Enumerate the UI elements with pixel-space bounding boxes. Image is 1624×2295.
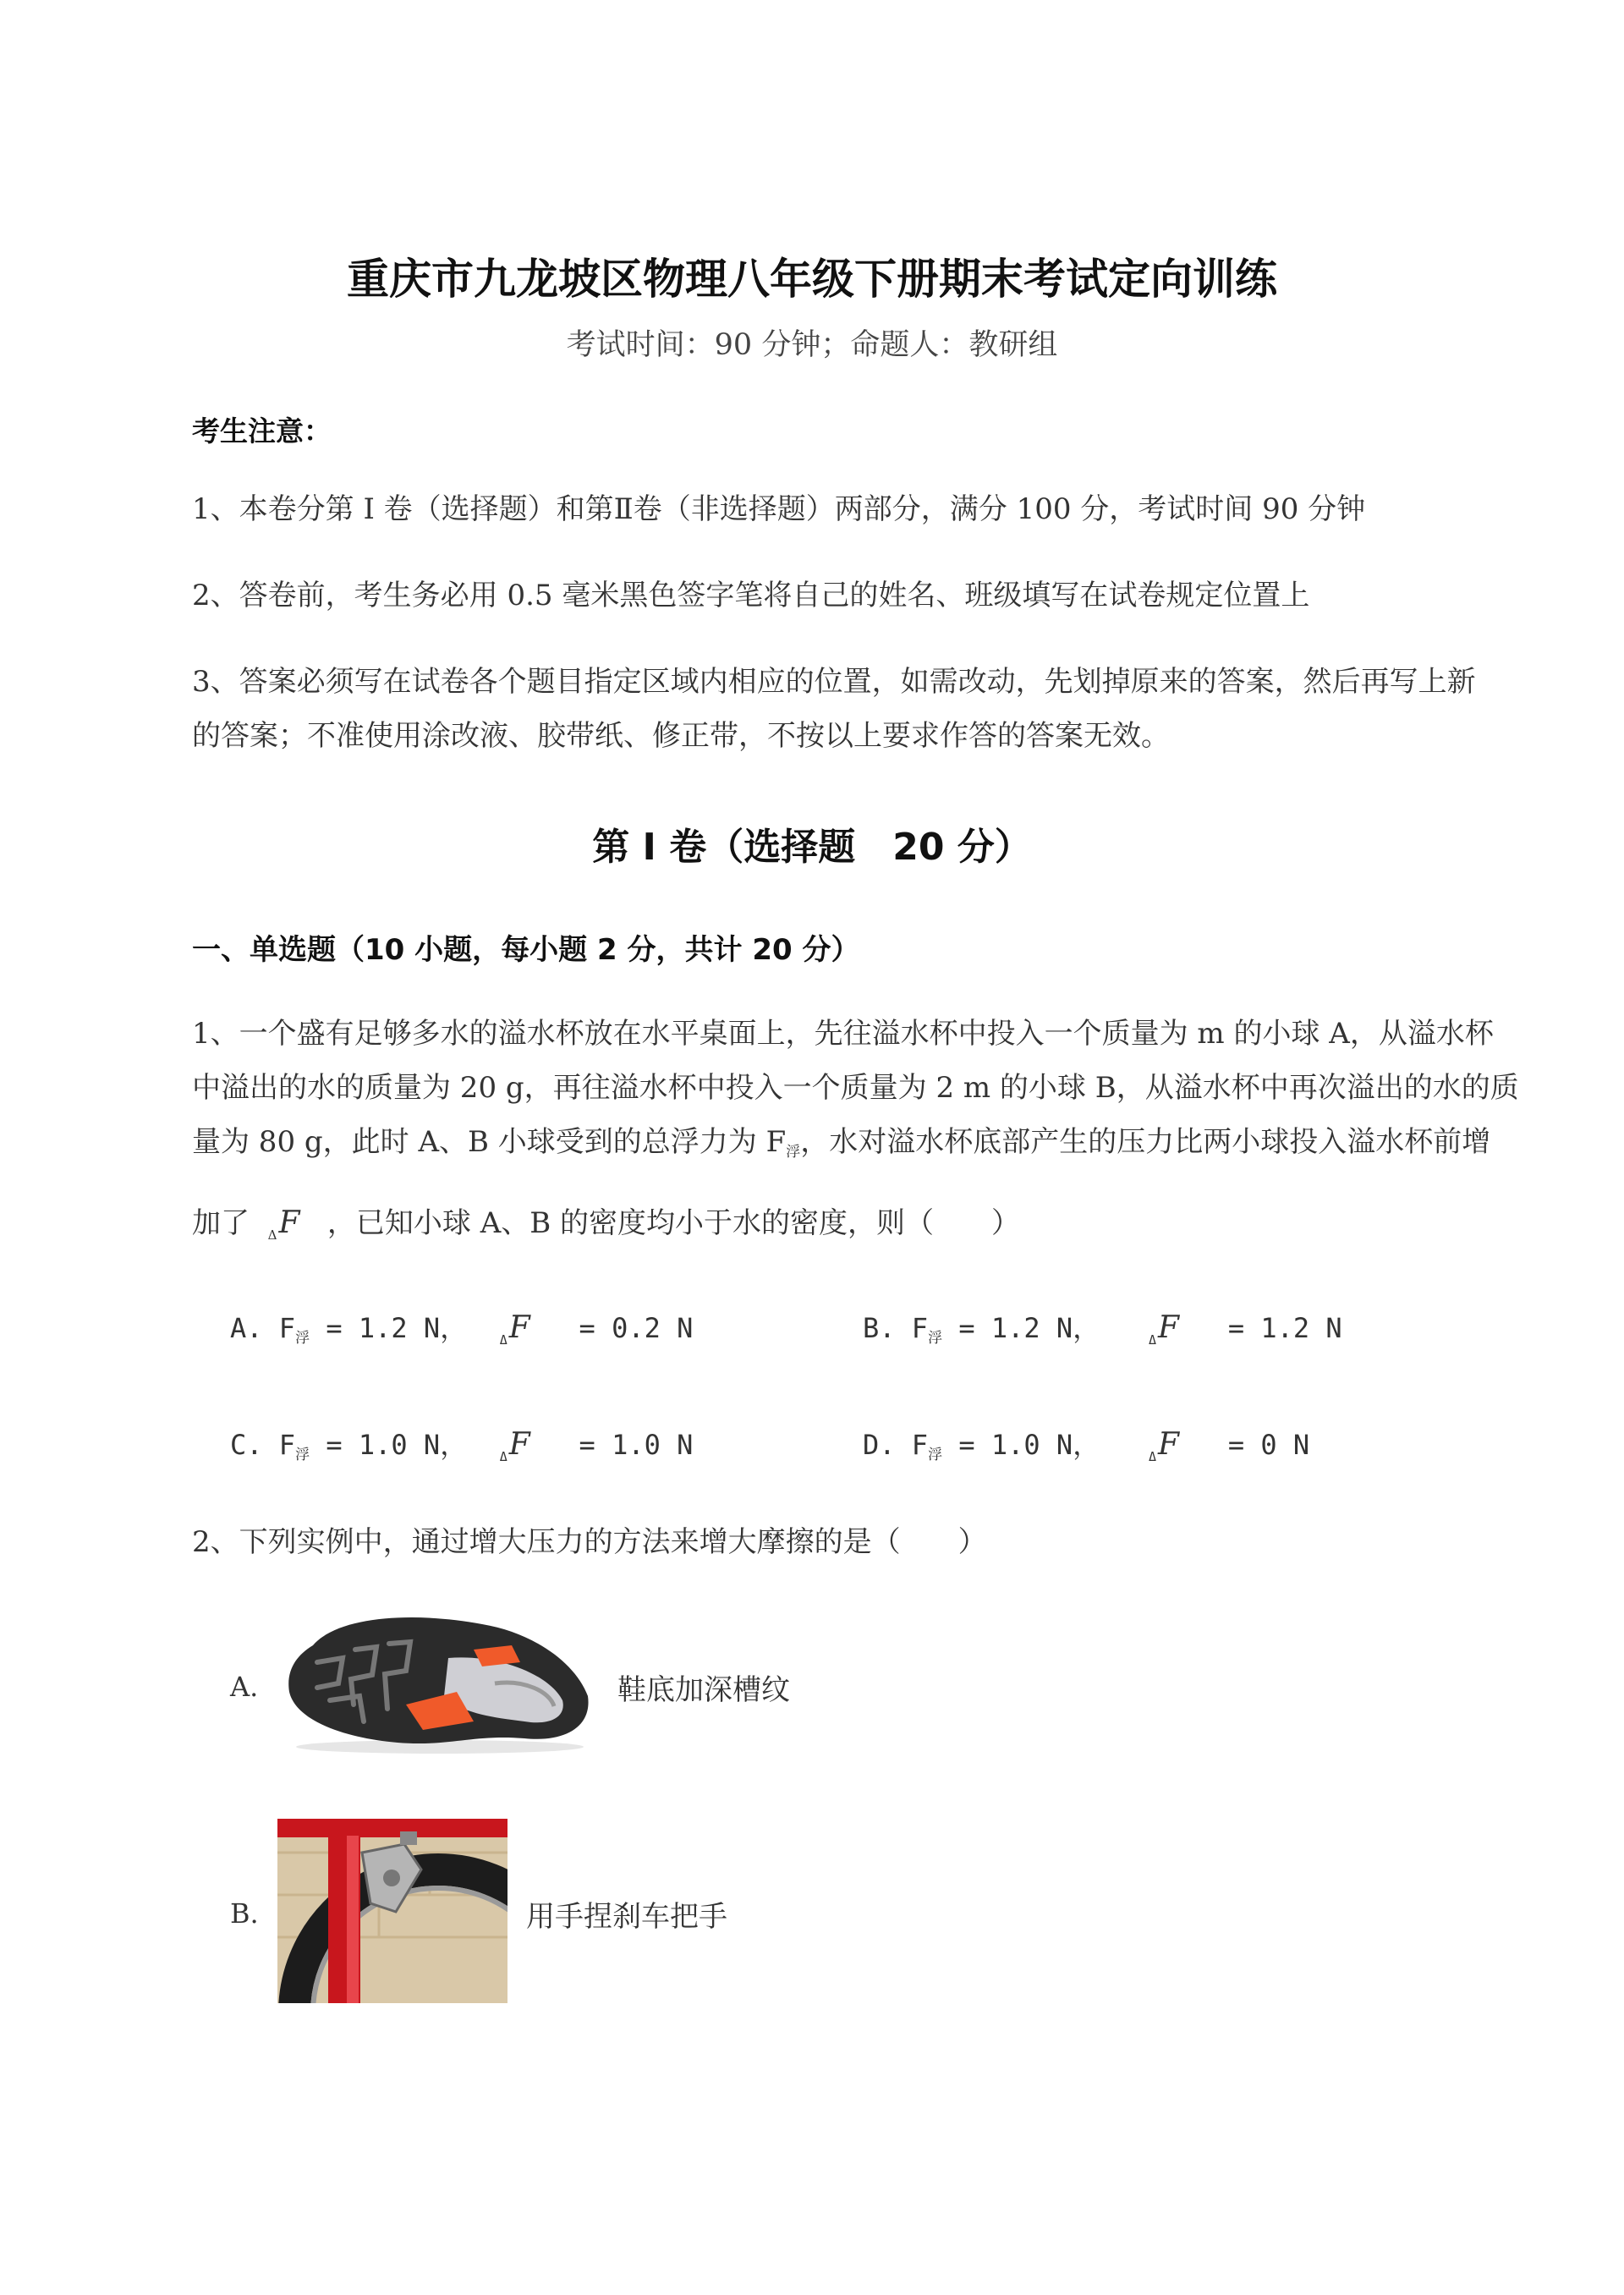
question-1-line-4-text-b: ，已知小球 A、B 的密度均小于水的密度，则（ ）: [326, 1206, 1021, 1240]
option-c[interactable]: C. $F_浮 = 1.0$ N， $_\Delta$F = 1.0 N: [230, 1427, 694, 1464]
section-subheading: 一、单选题（10 小题，每小题 2 分，共计 20 分）: [192, 933, 860, 967]
page-title: 重庆市九龙坡区物理八年级下册期末考试定向训练: [347, 255, 1277, 304]
option-a-text: 鞋底加深槽纹: [617, 1673, 790, 1707]
delta-symbol: Δ: [267, 1227, 277, 1243]
option-label: A.: [230, 1312, 263, 1344]
question-1-line-2: 中溢出的水的质量为 20 g，再往溢水杯中投入一个质量为 2 m 的小球 B，从溢水杯中再次溢出的水的质: [192, 1071, 1519, 1105]
option-label: D.: [863, 1429, 896, 1461]
delta-symbol: Δ: [1149, 1332, 1157, 1348]
force-symbol: F: [508, 1310, 530, 1345]
option-df-value: = 1.2 N: [1227, 1312, 1342, 1344]
question-1-line-3-text-b: ，水对溢水杯底部产生的压力比两小球投入溢水杯前增: [800, 1125, 1491, 1159]
option-df-value: = 0.2 N: [579, 1312, 694, 1344]
option-label: B.: [863, 1312, 896, 1344]
section-title: 第 I 卷（选择题 20 分）: [592, 826, 1032, 869]
delta-symbol: Δ: [1149, 1449, 1157, 1464]
option-b-text: 用手捏刹车把手: [526, 1900, 727, 1934]
delta-symbol: Δ: [499, 1449, 508, 1464]
question-1: [192, 1007, 1520, 1262]
subscript-fu: 浮: [928, 1447, 943, 1463]
option-a-label[interactable]: A.: [230, 1671, 259, 1703]
question-1-line-3-text: 量为 80 g，此时 A、B 小球受到的总浮力为 F: [192, 1125, 787, 1159]
subscript-fu: 浮: [786, 1144, 801, 1161]
notice-item-3-cont: 的答案；不准使用涂改液、胶带纸、修正带，不按以上要求作答的答案无效。: [192, 719, 1170, 753]
option-b[interactable]: B. $F_浮 = 1.2$ N， $_\Delta$F = 1.2 N: [863, 1310, 1342, 1348]
question-1-line-1: 1、一个盛有足够多水的溢水杯放在水平桌面上，先往溢水杯中投入一个质量为 m 的小球 A，从溢水杯: [192, 1017, 1494, 1051]
force-symbol: F: [278, 1205, 300, 1240]
subscript-fu: 浮: [295, 1447, 310, 1463]
subscript-fu: 浮: [928, 1330, 943, 1347]
notice-item-3: 3、答案必须写在试卷各个题目指定区域内相应的位置，如需改动，先划掉原来的答案，然后再写上新: [192, 665, 1476, 699]
option-f-value: = 1.0 N，: [326, 1429, 468, 1461]
force-symbol: F: [508, 1427, 530, 1462]
option-d[interactable]: D. $F_浮 = 1.0$ N， $_\Delta$F = 0 N: [863, 1427, 1310, 1464]
question-2-stem: 2、下列实例中，通过增大压力的方法来增大摩擦的是（ ）: [192, 1525, 987, 1559]
question-1-line-4: [192, 1196, 1520, 1262]
option-label: C.: [230, 1429, 263, 1461]
question-1-line-4-text: 加了: [192, 1206, 250, 1240]
exam-info: 考试时间：90 分钟；命题人：教研组: [566, 328, 1058, 362]
shoe-sole-image: [279, 1611, 601, 1755]
delta-symbol: Δ: [499, 1332, 508, 1348]
subscript-fu: 浮: [295, 1330, 310, 1347]
notice-heading: 考生注意：: [192, 415, 332, 447]
force-symbol: F: [1158, 1427, 1180, 1462]
notice-item-2: 2、答卷前，考生务必用 0.5 毫米黑色签字笔将自己的姓名、班级填写在试卷规定位置上: [192, 579, 1310, 612]
option-df-value: = 0 N: [1227, 1429, 1310, 1461]
notice-item-1: 1、本卷分第 I 卷（选择题）和第Ⅱ卷（非选择题）两部分，满分 100 分，考试时间 90 分钟: [192, 492, 1366, 526]
question-1-line-3: [192, 1115, 1520, 1179]
option-f-value: = 1.2 N，: [958, 1312, 1100, 1344]
option-df-value: = 1.0 N: [579, 1429, 694, 1461]
option-f-value: = 1.0 N，: [958, 1429, 1100, 1461]
option-b-label[interactable]: B.: [230, 1897, 259, 1930]
option-a[interactable]: A. $F_浮 = 1.2$ N， $_\Delta$F = 0.2 N: [230, 1310, 694, 1348]
bike-brake-image: [277, 1819, 508, 2003]
force-symbol: F: [1158, 1310, 1180, 1345]
option-f-value: = 1.2 N，: [326, 1312, 468, 1344]
